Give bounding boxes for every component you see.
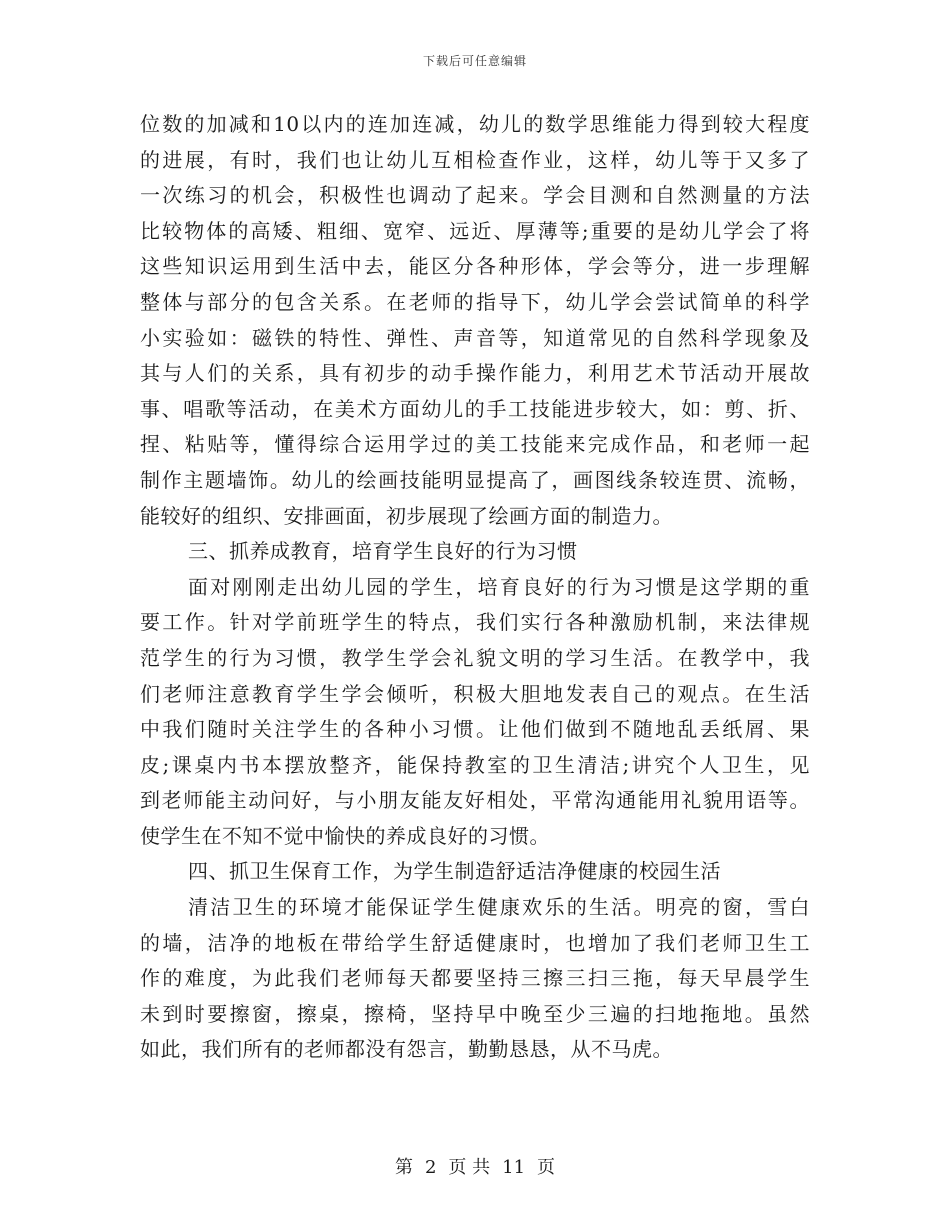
text-line: 使学生在不知不觉中愉快的养成良好的习惯。 [140, 823, 550, 848]
text-line: 中我们随时关注学生的各种小习惯。让他们做到不随地乱丢纸屑、果 [140, 717, 810, 742]
text-line: 未到时要擦窗，擦桌，擦椅，坚持早中晚至少三遍的扫地拖地。虽然 [140, 1001, 810, 1026]
page-footer [0, 1153, 950, 1179]
text-line: 如此，我们所有的老师都没有怨言，勤勤恳恳，从不马虎。 [140, 1037, 673, 1062]
text-line: 其与人们的关系，具有初步的动手操作能力，利用艺术节活动开展故 [140, 361, 810, 386]
text-line: 小实验如：磁铁的特性、弹性、声音等，知道常见的自然科学现象及 [140, 325, 810, 350]
text-line: 的墙，洁净的地板在带给学生舒适健康时，也增加了我们老师卫生工 [140, 930, 810, 955]
text-line: 整体与部分的包含关系。在老师的指导下，幼儿学会尝试简单的科学 [140, 289, 810, 314]
text-line: 皮;课桌内书本摆放整齐，能保持教室的卫生清洁;讲究个人卫生，见 [140, 752, 810, 777]
text-line: 四、抓卫生保育工作，为学生制造舒适洁净健康的校园生活 [188, 859, 721, 884]
text-line: 的进展，有时，我们也让幼儿互相检查作业，这样，幼儿等于又多了 [140, 147, 810, 172]
text-line: 范学生的行为习惯，教学生学会礼貌文明的学习生活。在教学中，我 [140, 645, 810, 670]
text-line: 作的难度，为此我们老师每天都要坚持三擦三扫三拖，每天早晨学生 [140, 966, 810, 991]
text-line: 一次练习的机会，积极性也调动了起来。学会目测和自然测量的方法 [140, 183, 810, 208]
text-line: 捏、粘贴等，懂得综合运用学过的美工技能来完成作品，和老师一起 [140, 432, 810, 457]
footer-prefix: 第 [394, 1157, 413, 1178]
text-line: 清洁卫生的环境才能保证学生健康欢乐的生活。明亮的窗，雪白 [188, 895, 810, 920]
footer-suffix: 页 [537, 1157, 556, 1178]
text-line: 事、唱歌等活动，在美术方面幼儿的手工技能进步较大，如：剪、折、 [140, 396, 810, 421]
text-line: 到老师能主动问好，与小朋友能友好相处，平常沟通能用礼貌用语等。 [140, 788, 810, 813]
document-body [140, 107, 810, 1068]
footer-page-number: 2 [424, 1157, 437, 1178]
text-line: 能较好的组织、安排画面，初步展现了绘画方面的制造力。 [140, 503, 673, 528]
text-line: 制作主题墙饰。幼儿的绘画技能明显提高了，画图线条较连贯、流畅， [140, 467, 810, 492]
text-line: 三、抓养成教育，培育学生良好的行为习惯 [188, 539, 578, 564]
text-line: 位数的加减和10以内的连加连减，幼儿的数学思维能力得到较大程度 [140, 112, 810, 136]
text-line: 们老师注意教育学生学会倾听，积极大胆地发表自己的观点。在生活 [140, 681, 810, 706]
text-line: 这些知识运用到生活中去，能区分各种形体，学会等分，进一步理解 [140, 254, 810, 279]
text-line: 面对刚刚走出幼儿园的学生，培育良好的行为习惯是这学期的重 [188, 574, 810, 599]
footer-total-pages: 11 [502, 1157, 526, 1178]
page-header: 下载后可任意编辑 [422, 54, 527, 68]
footer-middle: 页 共 [448, 1157, 491, 1178]
text-line: 要工作。针对学前班学生的特点，我们实行各种激励机制，来法律规 [140, 610, 810, 635]
text-line: 比较物体的高矮、粗细、宽窄、远近、厚薄等;重要的是幼儿学会了将 [140, 218, 810, 243]
